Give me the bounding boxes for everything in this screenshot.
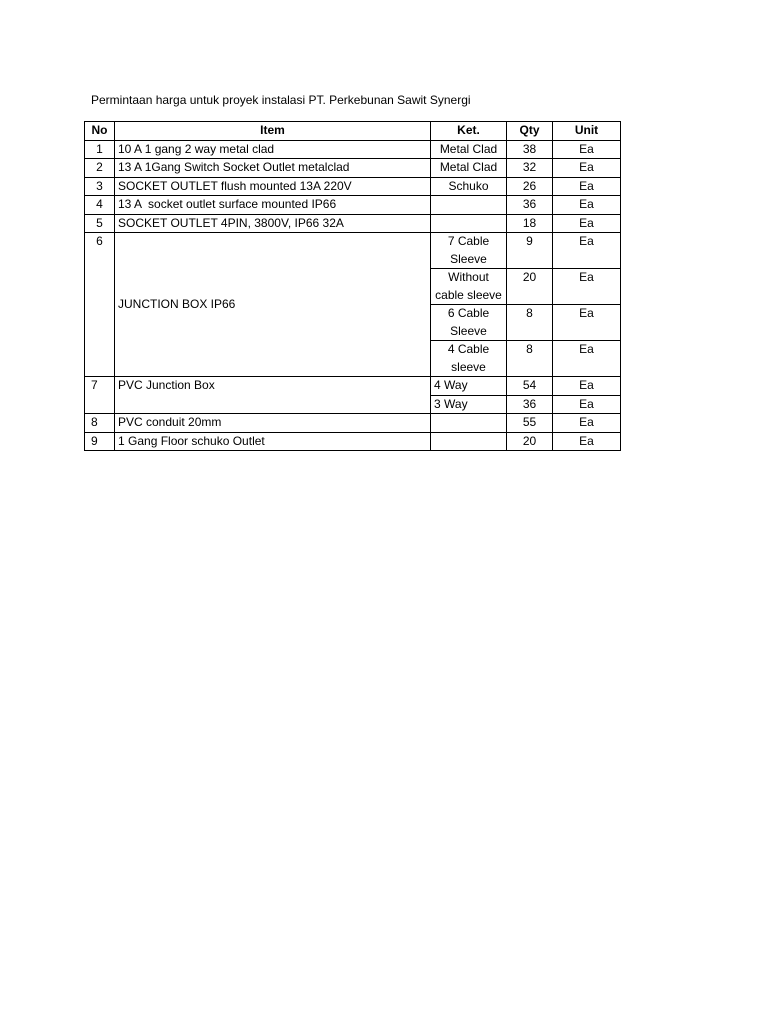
cell-qty: 36: [507, 395, 553, 414]
cell-qty: 55: [507, 414, 553, 433]
table-row: [85, 196, 621, 215]
cell-ket: 4 Way: [431, 377, 507, 396]
header-ket: Ket.: [431, 122, 507, 141]
cell-ket: Metal Clad: [431, 159, 507, 178]
cell-no: 6: [85, 233, 115, 377]
header-row: [85, 122, 621, 141]
cell-unit: Ea: [553, 177, 621, 196]
cell-unit: Ea: [553, 140, 621, 159]
cell-unit: Ea: [553, 377, 621, 396]
cell-item: SOCKET OUTLET 4PIN, 3800V, IP66 32A: [115, 214, 431, 233]
cell-ket: [431, 214, 507, 233]
cell-no: 3: [85, 177, 115, 196]
cell-item: 13 A 1Gang Switch Socket Outlet metalclad: [115, 159, 431, 178]
cell-no: 9: [85, 432, 115, 451]
cell-qty: 38: [507, 140, 553, 159]
cell-no: 8: [85, 414, 115, 433]
cell-item: 13 A socket outlet surface mounted IP66: [115, 196, 431, 215]
price-request-table: [84, 121, 621, 451]
header-unit: Unit: [553, 122, 621, 141]
cell-qty: 8: [507, 305, 553, 341]
header-item: Item: [115, 122, 431, 141]
table-row: [85, 377, 621, 396]
cell-ket: [431, 432, 507, 451]
table-row: [85, 159, 621, 178]
cell-ket: [431, 196, 507, 215]
cell-no: 4: [85, 196, 115, 215]
cell-unit: Ea: [553, 159, 621, 178]
cell-qty: 26: [507, 177, 553, 196]
table-row: [85, 233, 621, 269]
cell-ket: Schuko: [431, 177, 507, 196]
cell-item: JUNCTION BOX IP66: [115, 233, 431, 377]
cell-qty: 20: [507, 432, 553, 451]
cell-unit: Ea: [553, 414, 621, 433]
cell-item: 1 Gang Floor schuko Outlet: [115, 432, 431, 451]
cell-qty: 36: [507, 196, 553, 215]
cell-unit: Ea: [553, 233, 621, 269]
cell-unit: Ea: [553, 269, 621, 305]
cell-item: 10 A 1 gang 2 way metal clad: [115, 140, 431, 159]
cell-no: 1: [85, 140, 115, 159]
cell-unit: Ea: [553, 214, 621, 233]
cell-qty: 20: [507, 269, 553, 305]
header-qty: Qty: [507, 122, 553, 141]
cell-ket: 7 Cable Sleeve: [431, 233, 507, 269]
table-row: [85, 432, 621, 451]
table-row: [85, 177, 621, 196]
table-row: [85, 140, 621, 159]
cell-ket: 3 Way: [431, 395, 507, 414]
cell-no: 7: [85, 377, 115, 414]
cell-item: PVC conduit 20mm: [115, 414, 431, 433]
cell-ket: 4 Cable sleeve: [431, 341, 507, 377]
cell-no: 5: [85, 214, 115, 233]
table-row: [85, 414, 621, 433]
cell-item: SOCKET OUTLET flush mounted 13A 220V: [115, 177, 431, 196]
cell-ket: 6 Cable Sleeve: [431, 305, 507, 341]
cell-ket: Without cable sleeve: [431, 269, 507, 305]
cell-unit: Ea: [553, 341, 621, 377]
cell-qty: 54: [507, 377, 553, 396]
table-row: [85, 214, 621, 233]
cell-qty: 18: [507, 214, 553, 233]
cell-unit: Ea: [553, 395, 621, 414]
cell-qty: 8: [507, 341, 553, 377]
cell-unit: Ea: [553, 432, 621, 451]
cell-ket: [431, 414, 507, 433]
cell-unit: Ea: [553, 305, 621, 341]
cell-ket: Metal Clad: [431, 140, 507, 159]
cell-unit: Ea: [553, 196, 621, 215]
document-title: Permintaan harga untuk proyek instalasi PT. Perkebunan Sawit Synergi: [91, 93, 471, 107]
cell-item: PVC Junction Box: [115, 377, 431, 414]
cell-qty: 9: [507, 233, 553, 269]
header-no: No: [85, 122, 115, 141]
cell-no: 2: [85, 159, 115, 178]
cell-qty: 32: [507, 159, 553, 178]
